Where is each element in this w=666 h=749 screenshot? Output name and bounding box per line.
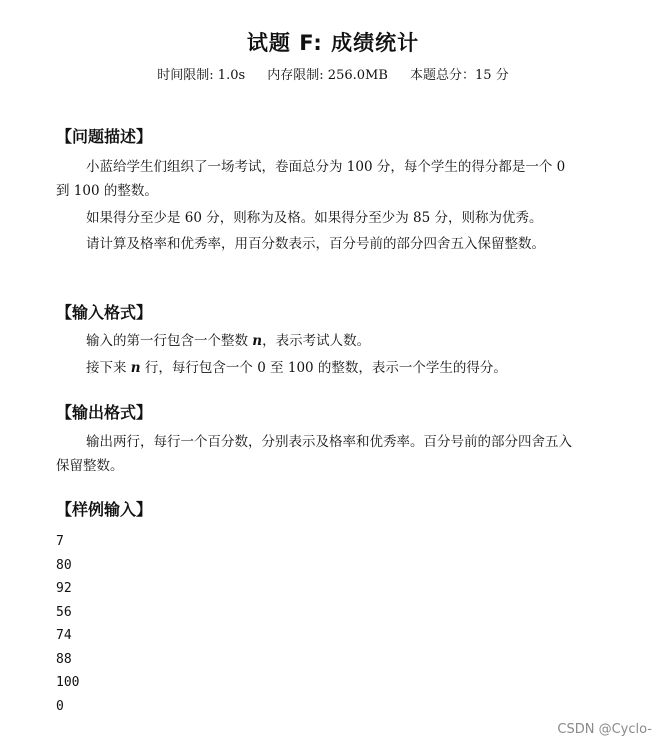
watermark: CSDN @Cyclo-	[557, 722, 652, 737]
sample-input-line: 56	[56, 604, 72, 620]
description-paragraph-2: 如果得分至少是 60 分，则称为及格。如果得分至少为 85 分，则称为优秀。	[86, 210, 543, 226]
memory-limit: 内存限制: 256.0MB	[267, 68, 388, 83]
page-title: 试题 F: 成绩统计	[246, 31, 420, 55]
total-score: 本题总分：15 分	[410, 68, 509, 83]
input-format-paragraph-1	[56, 329, 582, 353]
input-format-text-2a: 接下来	[86, 360, 131, 376]
input-format-text-1b: ，表示考试人数。	[262, 333, 371, 349]
sample-input-line: 7	[56, 534, 64, 549]
output-format-heading: 【输出格式】	[56, 403, 153, 422]
output-format-paragraph: 输出两行，每行一个百分数，分别表示及格率和优秀率。百分号前的部分四舍五入保留整数。	[56, 434, 572, 474]
description-heading: 【问题描述】	[56, 127, 153, 146]
input-format-text-1a: 输入的第一行包含一个整数	[86, 333, 253, 349]
sample-input-line: 80	[56, 557, 72, 573]
problem-meta	[0, 64, 666, 83]
sample-input-block	[56, 530, 79, 718]
variable-n: n	[130, 360, 141, 376]
variable-n: n	[252, 333, 263, 349]
input-format-text-2b: 行，每行包含一个 0 至 100 的整数，表示一个学生的得分。	[140, 360, 507, 376]
sample-input-line: 100	[56, 675, 80, 690]
description-paragraph-1: 小蓝给学生们组织了一场考试，卷面总分为 100 分，每个学生的得分都是一个 0 到 100 的整数。	[56, 159, 566, 199]
sample-input-line: 88	[56, 651, 72, 667]
sample-input-line: 0	[56, 698, 64, 714]
time-limit: 时间限制: 1.0s	[157, 68, 246, 83]
sample-input-line: 92	[56, 581, 72, 596]
sample-input-line: 74	[56, 628, 72, 643]
description-paragraph-3: 请计算及格率和优秀率，用百分数表示，百分号前的部分四舍五入保留整数。	[86, 236, 545, 252]
input-format-paragraph-2	[56, 356, 582, 380]
input-format-heading: 【输入格式】	[56, 303, 153, 322]
sample-input-heading: 【样例输入】	[56, 500, 153, 519]
